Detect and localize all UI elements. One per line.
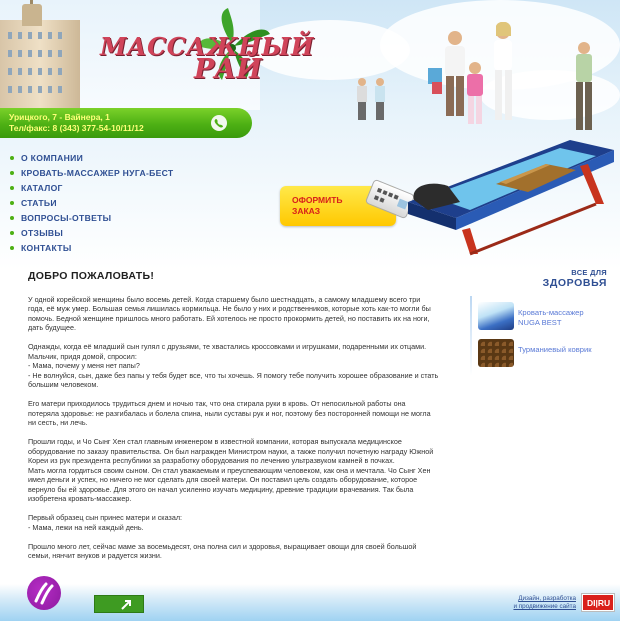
logo-text-secondary: РАЙ [194,54,262,85]
bullet-icon [10,201,14,205]
paragraph: Первый образец сын принес матери и сказал: - Мама, лежи на ней каждый день. [28,513,183,532]
child-image [458,60,492,130]
order-button-label: ОФОРМИТЬ ЗАКАЗ [292,195,343,216]
footer [0,584,620,621]
stats-counter[interactable] [94,595,144,613]
sidebar-divider [470,296,472,376]
bullet-icon [10,156,14,160]
phone-text: Тел/факс: 8 (343) 377-54-10/11/12 [9,123,144,133]
sidebar-heading-big: ЗДОРОВЬЯ [542,277,607,289]
product-item-tourmaline-mat[interactable] [476,337,616,370]
nav-item-label: ОТЗЫВЫ [21,227,64,238]
nav-item-catalog[interactable] [10,180,173,195]
developer-badge[interactable] [582,594,614,611]
bullet-icon [10,171,14,175]
paragraph: Его матери приходилось трудиться днем и ночью так, что она стирала руки в кровь. От непосильной работы она потеряла здоровье: не разгибалась и болела спина, ныли суставы рук и ног, поэтому без посторонней помощи не могла ни сесть, ни лечь. [28,399,431,427]
paragraph: Однажды, когда её младший сын гулял с друзьями, те хвастались кроссовками и игрушками, подаренными их отцами. Мальчик, придя домой, спросил: - Мама, почему у меня нет папы? - Не волнуйся, сын, даже без папы у тебя будет все, что ты хочешь. Я помогу тебе получить хорошее образование и стать большим человеком. [28,342,439,389]
sidebar-heading-small: ВСЕ ДЛЯ [571,268,607,277]
massage-bed-image [400,130,618,260]
nav-item-faq[interactable] [10,210,173,225]
main-navigation [10,150,173,255]
nav-item-label: КОНТАКТЫ [21,242,72,253]
phone-icon [211,115,227,131]
massage-bed-thumbnail [478,302,514,330]
nav-item-label: КАТАЛОГ [21,182,63,193]
bullet-icon [10,231,14,235]
nav-item-label: СТАТЬИ [21,197,57,208]
nav-item-label: О КОМПАНИИ [21,152,84,163]
nav-item-reviews[interactable] [10,225,173,240]
city-building-image [0,20,80,112]
nav-item-massage-bed[interactable] [10,165,173,180]
tourmaline-mat-thumbnail [478,339,514,367]
paragraph: Прошли годы, и Чо Сынг Хен стал главным инженером в известной компании, которая выпускала медицинское оборудование по заказу правительства. Он был награжден Министром науки, а также получил почетную награду Южной Кореи из рук президента республики за разработку оборудования по лечению ультразвуком камней в почках. Мать могла гордиться своим сыном. Он стал уважаемым и преуспевающим человеком, как она и мечтала. Чо Сынг Хен имел деньги и успех, но ничего не мог сделать для своей матери. Он поставил цель создать оборудование, которое вернуло бы ей здоровье. Для этого он начал усиленно изучать медицину, древние традиции врачевания. Так была изобретена кровать-массажер. [28,437,434,503]
nav-item-label: ВОПРОСЫ-ОТВЕТЫ [21,212,112,223]
site-logo[interactable] [100,6,315,86]
elderly-man-image [566,40,602,136]
product-item-massage-bed[interactable] [476,300,616,333]
bullet-icon [10,186,14,190]
elderly-couple-image [352,76,392,124]
footer-logo-icon[interactable] [27,576,61,610]
paragraph: Прошло много лет, сейчас маме за восемьдесят, она полна сил и здоровья, выращивает овощи для своей большой семьи, нянчит внуков и радуется жизни. [28,541,417,560]
product-list [476,300,616,374]
bullet-icon [10,216,14,220]
nav-item-articles[interactable] [10,195,173,210]
main-content [28,272,448,570]
header [0,0,620,270]
product-link[interactable]: Кровать-массажер NUGA BEST [518,308,584,327]
logo-text: МАССАЖНЫЙ [100,32,315,61]
developer-link[interactable]: Дизайн, разработка и продвижение сайта [513,595,576,610]
sidebar-heading [524,268,607,289]
developer-badge-text: DI|RU [587,598,611,608]
contact-bar [0,108,252,138]
nav-item-about[interactable] [10,150,173,165]
bullet-icon [10,246,14,250]
nav-item-label: КРОВАТЬ-МАССАЖЕР НУГА-БЕСТ [21,167,174,178]
page-title: ДОБРО ПОЖАЛОВАТЬ! [28,270,155,282]
paragraph: У одной корейской женщины было восемь детей. Когда старшему было шестнадцать, а самому младшему всего три года, её муж умер. Большая семья лишилась кормильца. Не было у них и родственников, которые хоть как-то могли бы помочь. Бедной женщине пришлось много работать. Ей хотелось не просто прокормить детей, но поставить их на ноги, дать будущее. [28,294,431,332]
nav-item-contacts[interactable] [10,240,173,255]
product-link[interactable]: Турманиевый коврик [518,345,592,354]
address-text: Урицкого, 7 - Вайнера, 1 [9,112,110,122]
